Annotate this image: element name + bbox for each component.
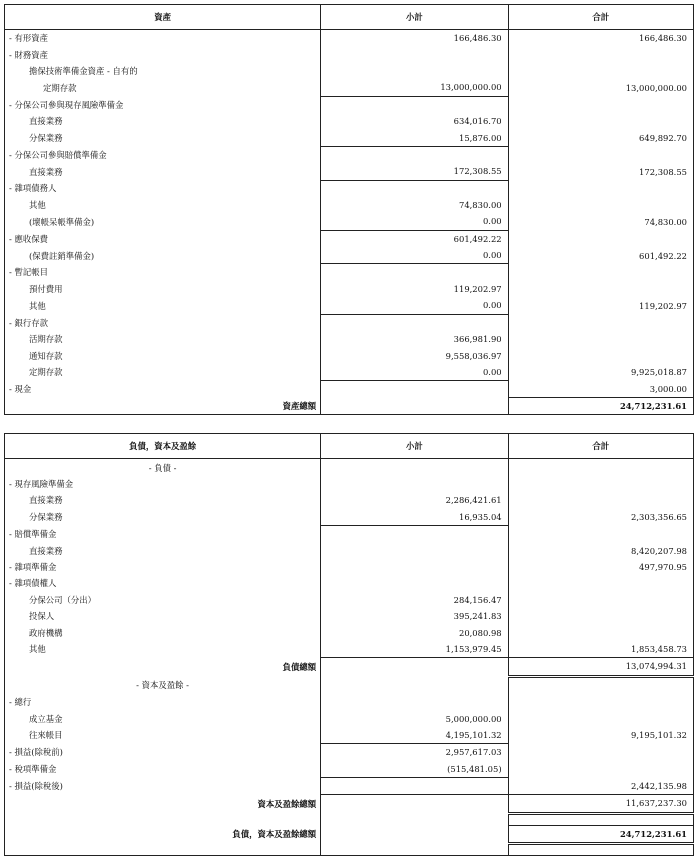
liabilities-total-row [5,658,694,676]
balance-sheet [4,4,694,856]
table-row: 定期存款 0.00 9,925,018.87 [5,364,694,381]
assets-total-label: 資產總額 [5,398,321,415]
table-row: - 有形資產 166,486.30 166,486.30 [5,30,694,47]
table-row: 政府機構 20,080.98 [5,624,694,640]
table-row: 直接業務 8,420,207.98 [5,542,694,558]
capital-total-value: 11,637,237.30 [508,795,693,813]
capital-total-label: 資本及盈餘總額 [5,795,321,813]
table-row: - 應收保費 601,492.22 [5,230,694,247]
table-row: (保費註銷準備金) 0.00 601,492.22 [5,247,694,264]
liabilities-table [4,433,694,856]
assets-header-row [5,5,694,30]
table-row: 其他 1,153,979.45 1,853,458.73 [5,641,694,658]
assets-header-total: 合計 [508,5,693,30]
table-row: - 現存風險準備金 [5,476,694,492]
table-row: - 現金 3,000.00 [5,381,694,398]
table-row: 活期存款 366,981.90 [5,331,694,347]
table-row: 往來帳目 4,195,101.32 9,195,101.32 [5,727,694,744]
assets-header-label: 資產 [5,5,321,30]
table-row: - 暫記帳目 [5,264,694,281]
table-row: 分保業務 16,935.04 2,303,356.65 [5,509,694,526]
table-row: - 雜項債務人 [5,180,694,197]
section-heading: - 資本及盈餘 - [5,676,694,694]
table-row: 定期存款 13,000,000.00 13,000,000.00 [5,79,694,96]
liabilities-total-value: 13,074,994.31 [508,658,693,676]
table-row: - 稅項準備金 (515,481.05) [5,761,694,778]
table-row: - 雜項債權人 [5,575,694,591]
liabilities-header-subtotal: 小計 [321,434,508,459]
capital-total-row [5,795,694,813]
table-row: 直接業務 2,286,421.61 [5,492,694,508]
liabilities-header-total: 合計 [508,434,693,459]
table-row: - 損益(除稅後) 2,442,135.98 [5,777,694,794]
table-row: 成立基金 5,000,000.00 [5,710,694,726]
table-row: 分保業務 15,876.00 649,892.70 [5,129,694,146]
table-row: 直接業務 634,016.70 [5,113,694,129]
table-row: 預付費用 119,202.97 [5,281,694,297]
table-row: - 分保公司參與賠償準備金 [5,146,694,163]
table-row: - 賠償準備金 [5,526,694,543]
table-row: - 分保公司參與現存風險準備金 [5,96,694,113]
liabilities-total-label: 負債總額 [5,658,321,676]
grand-total-value: 24,712,231.61 [508,825,693,843]
table-row: - 損益(除稅前) 2,957,617.03 [5,744,694,761]
table-row: 其他 0.00 119,202.97 [5,297,694,314]
assets-total-value: 24,712,231.61 [508,398,693,415]
table-row: 投保人 395,241.83 [5,608,694,624]
section-heading: - 負債 - [5,459,694,476]
table-row: 直接業務 172,308.55 172,308.55 [5,163,694,180]
liabilities-header-row [5,434,694,459]
table-row: (壞帳呆帳準備金) 0.00 74,830.00 [5,213,694,230]
table-row: - 雜項準備金 497,970.95 [5,559,694,575]
grand-total-row [5,825,694,843]
table-row: 其他 74,830.00 [5,197,694,213]
grand-total-label: 負債，資本及盈餘總額 [5,825,321,843]
assets-header-subtotal: 小計 [321,5,508,30]
assets-table [4,4,694,433]
table-row: - 財務資產 [5,46,694,62]
table-row: 擔保技術準備金資產 - 自有的 [5,63,694,79]
liabilities-header-label: 負債，資本及盈餘 [5,434,321,459]
assets-total-row [5,398,694,415]
table-row: - 總行 [5,694,694,710]
table-row: 分保公司（分出） 284,156.47 [5,592,694,608]
table-row: - 銀行存款 [5,314,694,331]
table-row: 通知存款 9,558,036.97 [5,347,694,363]
